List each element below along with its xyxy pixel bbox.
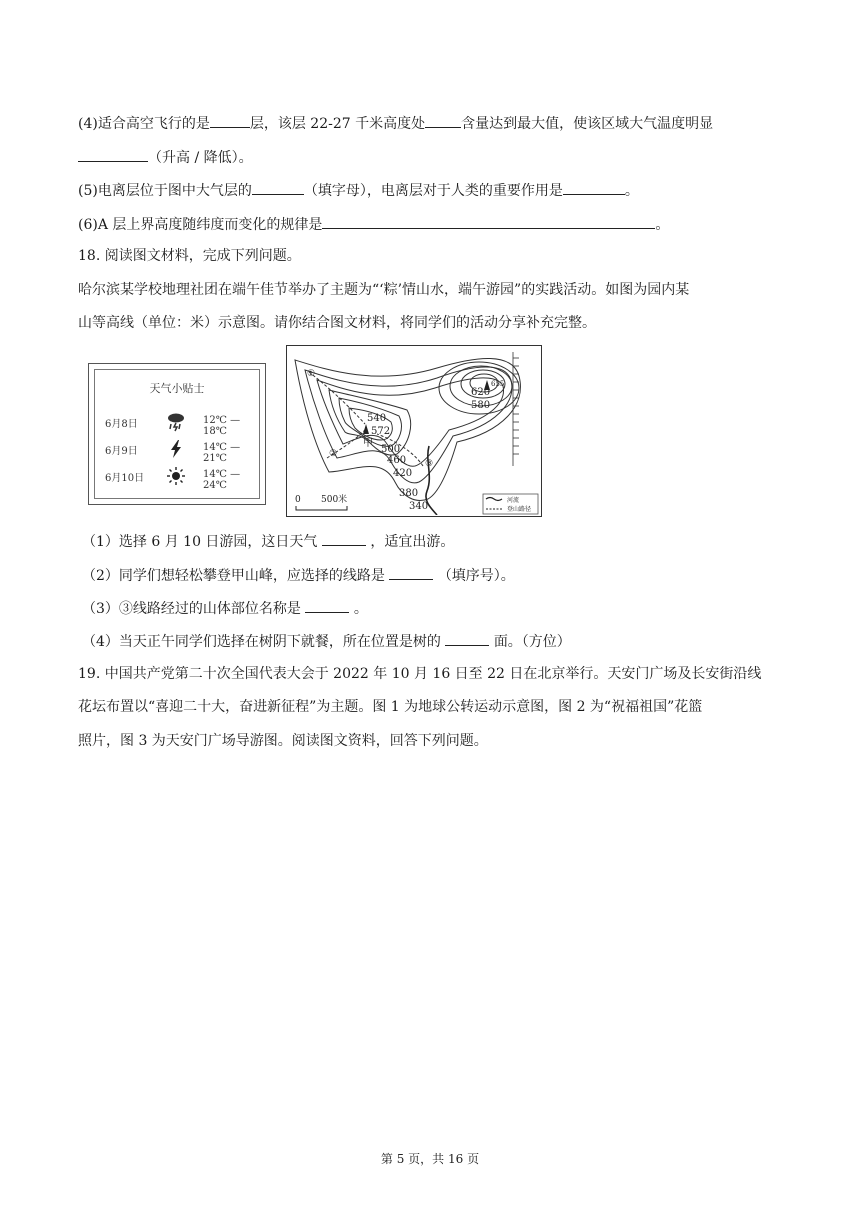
- route-1-label: ①: [307, 369, 316, 379]
- weather-temp: 14℃ —21℃: [203, 442, 241, 464]
- peak-east-elevation: 655: [491, 380, 505, 388]
- map-legend: [483, 494, 538, 514]
- q17-p4-text-b: 层，该层 22-27 千米高度处: [249, 116, 426, 132]
- q18-sub2-text-b: （填序号）。: [437, 568, 515, 584]
- peak-jia-label: 甲: [363, 438, 373, 449]
- q19-line1: 19. 中国共产党第二十次全国代表大会于 2022 年 10 月 16 日至 22 日在北京举行。天安门广场及长安街沿线: [78, 666, 762, 682]
- legend-path-label: 登山路径: [507, 506, 532, 513]
- q18-sub3: [82, 597, 368, 619]
- q18-sub2: [82, 564, 515, 586]
- answer-blank[interactable]: [445, 630, 489, 646]
- q18-sub1: [82, 530, 454, 552]
- weather-date: 6月8日: [105, 419, 138, 430]
- q17-p4-text-d: （升高 / 降低）。: [148, 150, 253, 166]
- answer-blank[interactable]: [322, 530, 366, 546]
- contour-label-580: 580: [471, 400, 491, 411]
- route-3-label: ③: [425, 459, 434, 469]
- q18-sub4-text-a: （4）当天正午同学们选择在树阴下就餐，所在位置是树的: [82, 634, 441, 650]
- q18-heading: 18. 阅读图文材料，完成下列问题。: [78, 248, 301, 264]
- lightning-icon: [165, 439, 187, 459]
- q17-p6-text-b: 。: [655, 217, 670, 233]
- scale-label: 500米: [321, 495, 348, 505]
- answer-blank[interactable]: [563, 179, 625, 195]
- answer-blank[interactable]: [252, 179, 304, 195]
- q17-part4-line1: [78, 112, 713, 134]
- peak-jia-marker: [363, 424, 369, 434]
- page-footer: 第 5 页，共 16 页: [380, 1152, 480, 1166]
- q18-sub1-text-b: ，适宜出游。: [370, 534, 455, 550]
- q19-line3: 照片，图 3 为天安门广场导游图。阅读图文资料，回答下列问题。: [78, 733, 488, 749]
- q18-sub4-text-b: 面。（方位）: [493, 634, 571, 650]
- peak-jia-elevation: 572: [371, 426, 391, 437]
- weather-row: [105, 439, 251, 464]
- contour-label-540: 540: [367, 413, 387, 424]
- weather-tips-title: 天气小贴士: [149, 382, 205, 395]
- answer-blank[interactable]: [210, 112, 250, 128]
- contour-label-620: 620: [471, 387, 491, 398]
- contour-label-500: 500: [381, 444, 401, 455]
- weather-tips-inner: [94, 369, 260, 499]
- legend-river-label: 河流: [507, 497, 520, 504]
- answer-blank[interactable]: [305, 597, 349, 613]
- map-scale: [295, 493, 347, 510]
- q17-part5: [78, 179, 639, 201]
- q17-p4-text-c: 含量达到最大值，使该区域大气温度明显: [461, 116, 714, 132]
- contour-label-460: 460: [387, 455, 407, 466]
- q18-sub2-text-a: （2）同学们想轻松攀登甲山峰，应选择的线路是: [82, 568, 385, 584]
- q17-p5-text-b: （填字母），电离层对于人类的重要作用是: [303, 183, 563, 199]
- q18-sub3-text-b: 。: [353, 601, 368, 617]
- q18-sub1-text-a: （1）选择 6 月 10 日游园，这日天气: [82, 534, 318, 550]
- answer-blank[interactable]: [389, 564, 433, 580]
- answer-blank[interactable]: [78, 146, 148, 162]
- weather-row: [105, 466, 251, 491]
- q18-intro-line2: 山等高线（单位：米）示意图。请你结合图文材料，将同学们的活动分享补充完整。: [78, 315, 596, 331]
- sun-icon: [165, 466, 187, 486]
- q18-sub4: [82, 630, 571, 652]
- scale-zero: 0: [295, 495, 301, 505]
- weather-tips-card: [88, 363, 266, 505]
- q18-sub3-text-a: （3）③线路经过的山体部位名称是: [82, 601, 301, 617]
- contour-label-420: 420: [393, 468, 413, 479]
- rain-lightning-icon: [165, 412, 187, 432]
- answer-blank[interactable]: [322, 213, 655, 229]
- q18-intro-line1: 哈尔滨某学校地理社团在端午佳节举办了主题为“‘粽’情山水，端午游园”的实践活动。如图为园内某: [78, 282, 690, 298]
- q19-line2: 花坛布置以“喜迎二十大，奋进新征程”为主题。图 1 为地球公转运动示意图，图 2 为“祝福祖国”花篮: [78, 699, 703, 715]
- weather-temp: 12℃ —18℃: [203, 415, 241, 437]
- weather-row: [105, 412, 251, 437]
- q17-p6-text-a: (6)A 层上界高度随纬度而变化的规律是: [78, 217, 323, 233]
- route-2-label: ②: [329, 449, 338, 459]
- q17-p4-text-a: (4)适合高空飞行的是: [78, 116, 210, 132]
- q17-p5-text-a: (5)电离层位于图中大气层的: [78, 183, 252, 199]
- contour-map: [286, 345, 542, 517]
- q17-part4-line2: [78, 146, 253, 168]
- q17-part6: [78, 213, 669, 235]
- weather-temp: 14℃ —24℃: [203, 469, 241, 491]
- contour-label-340: 340: [409, 501, 429, 512]
- contour-map-svg: [287, 346, 540, 515]
- q17-p5-text-c: 。: [624, 183, 639, 199]
- weather-date: 6月10日: [105, 473, 145, 484]
- answer-blank[interactable]: [425, 112, 461, 128]
- contour-label-380: 380: [399, 488, 419, 499]
- weather-date: 6月9日: [105, 446, 138, 457]
